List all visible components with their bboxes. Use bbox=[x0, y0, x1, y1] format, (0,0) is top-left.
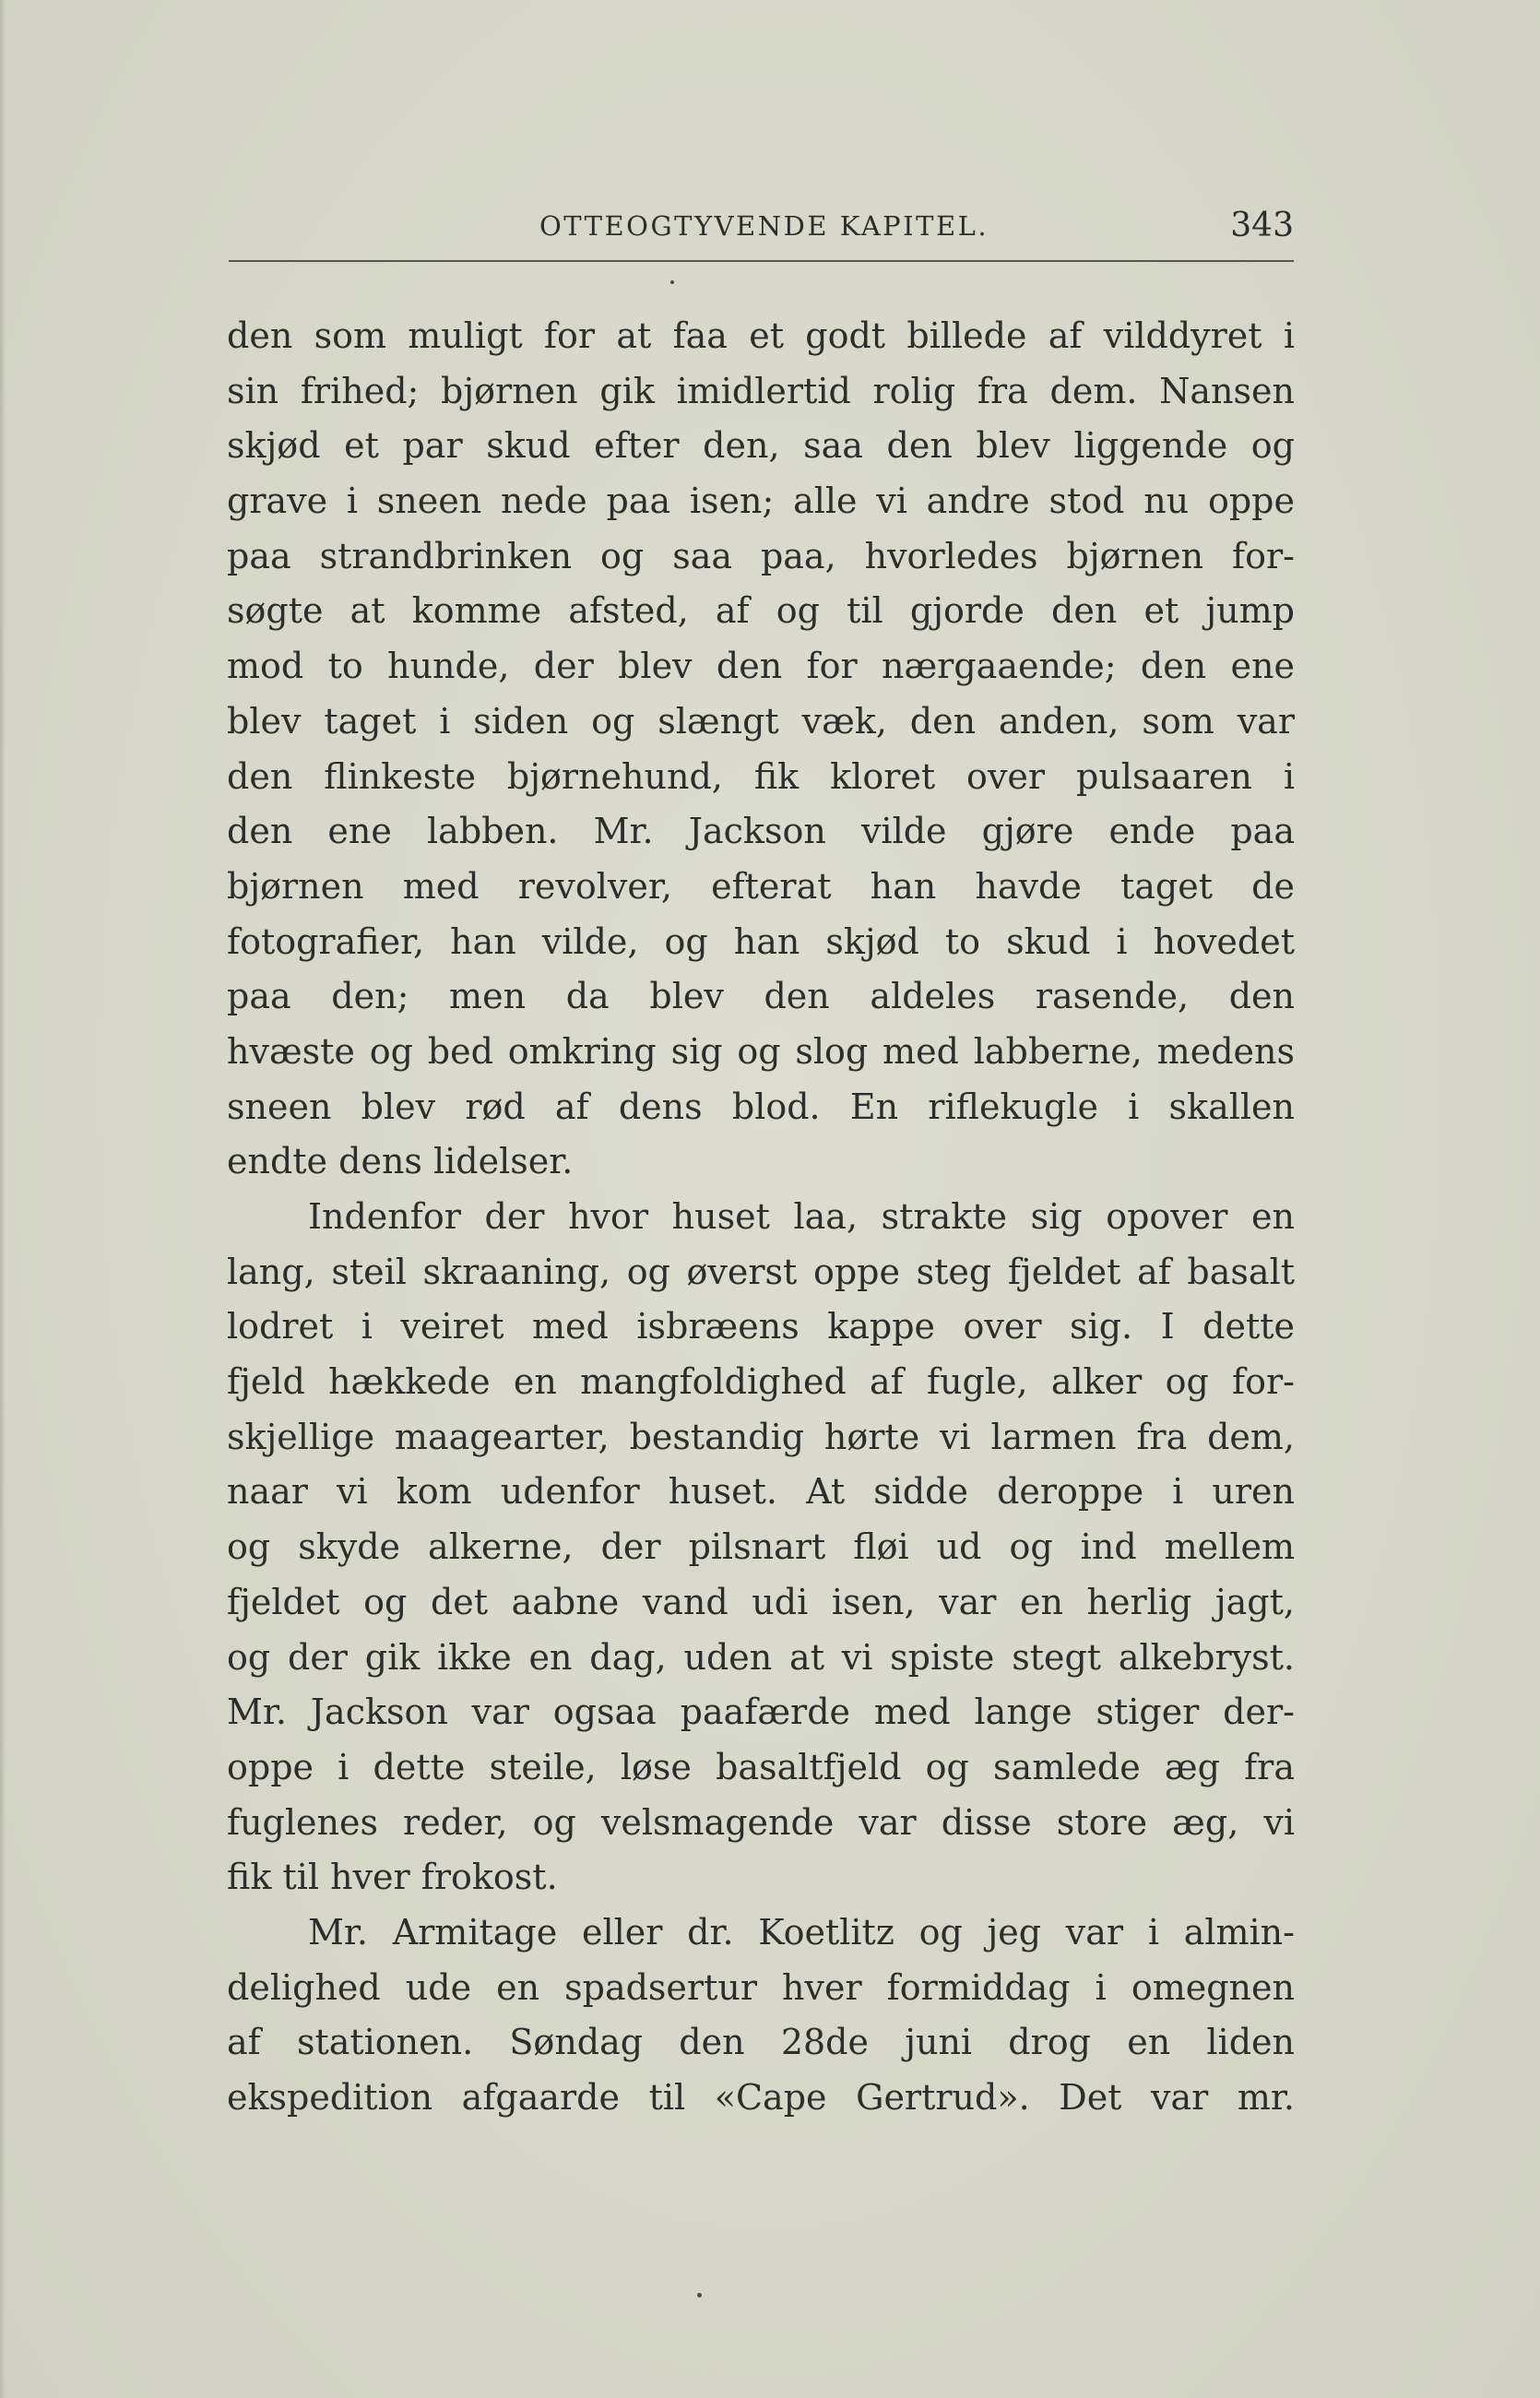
page-number: 343 bbox=[1230, 207, 1294, 244]
text-line: paa den; men da blev den aldeles rasende, den bbox=[227, 976, 1295, 1017]
text-line: lodret i veiret med isbræens kappe over sig. I dette bbox=[227, 1306, 1295, 1347]
text-line: den flinkeste bjørnehund, fik kloret over pulsaaren i bbox=[227, 755, 1295, 797]
ink-speck bbox=[670, 280, 674, 284]
text-line: grave i sneen nede paa isen; alle vi andre stod nu oppe bbox=[227, 481, 1295, 522]
text-line: paa strandbrinken og saa paa, hvorledes bjørnen for- bbox=[227, 535, 1295, 576]
text-line: skjellige maagearter, bestandig hørte vi larmen fra dem, bbox=[227, 1416, 1295, 1457]
text-line: og skyde alkerne, der pilsnart fløi ud og ind mellem bbox=[227, 1526, 1295, 1568]
text-line: fotografier, han vilde, og han skjød to skud i hovedet bbox=[227, 920, 1295, 962]
text-line: hvæste og bed omkring sig og slog med labberne, medens bbox=[227, 1030, 1295, 1072]
text-line: delighed ude en spadsertur hver formiddag i omegnen bbox=[227, 1966, 1295, 2008]
text-line: Mr. Jackson var ogsaa paafærde med lange stiger der- bbox=[227, 1692, 1295, 1733]
text-line: af stationen. Søndag den 28de juni drog en liden bbox=[227, 2022, 1295, 2063]
text-line: skjød et par skud efter den, saa den blev liggende og bbox=[227, 425, 1295, 467]
text-line: lang, steil skraaning, og øverst oppe steg fjeldet af basalt bbox=[227, 1251, 1295, 1292]
text-line: og der gik ikke en dag, uden at vi spiste stegt alkebryst. bbox=[227, 1636, 1295, 1678]
text-line: naar vi kom udenfor huset. At sidde deroppe i uren bbox=[227, 1471, 1295, 1513]
paragraph-start-line: Mr. Armitage eller dr. Koetlitz og jeg var i almin- bbox=[308, 1911, 1295, 1953]
ink-speck bbox=[697, 2293, 702, 2297]
text-line: mod to hunde, der blev den for nærgaaende; den ene bbox=[227, 646, 1295, 687]
text-line: den som muligt for at faa et godt billede af vilddyret i bbox=[227, 315, 1295, 356]
text-line: bjørnen med revolver, efterat han havde taget de bbox=[227, 865, 1295, 907]
text-line: blev taget i siden og slængt væk, den anden, som var bbox=[227, 700, 1295, 742]
paragraph-end-line: endte dens lidelser. bbox=[227, 1141, 574, 1182]
text-line: sin frihed; bjørnen gik imidlertid rolig fra dem. Nansen bbox=[227, 370, 1295, 411]
text-line: sneen blev rød af dens blod. En riflekugle i skallen bbox=[227, 1086, 1295, 1127]
paragraph-start-line: Indenfor der hvor huset laa, strakte sig opover en bbox=[308, 1196, 1295, 1237]
text-line: søgte at komme afsted, af og til gjorde den et jump bbox=[227, 590, 1295, 632]
header-rule bbox=[229, 260, 1294, 262]
text-line: ekspedition afgaarde til «Cape Gertrud». Det var mr. bbox=[227, 2077, 1295, 2118]
text-line: fuglenes reder, og velsmagende var disse store æg, vi bbox=[227, 1801, 1295, 1843]
chapter-title: OTTEOGTYVENDE KAPITEL. bbox=[539, 210, 989, 242]
text-line: den ene labben. Mr. Jackson vilde gjøre ende paa bbox=[227, 811, 1295, 852]
body-text bbox=[227, 309, 1295, 2126]
text-line: fjeld hækkede en mangfoldighed af fugle, alker og for- bbox=[227, 1361, 1295, 1403]
paragraph-end-line: fik til hver frokost. bbox=[227, 1857, 558, 1898]
text-line: fjeldet og det aabne vand udi isen, var en herlig jagt, bbox=[227, 1581, 1295, 1622]
running-header bbox=[229, 207, 1294, 258]
page-binding-edge bbox=[0, 0, 6, 2398]
text-line: oppe i dette steile, løse basaltfjeld og samlede æg fra bbox=[227, 1746, 1295, 1787]
